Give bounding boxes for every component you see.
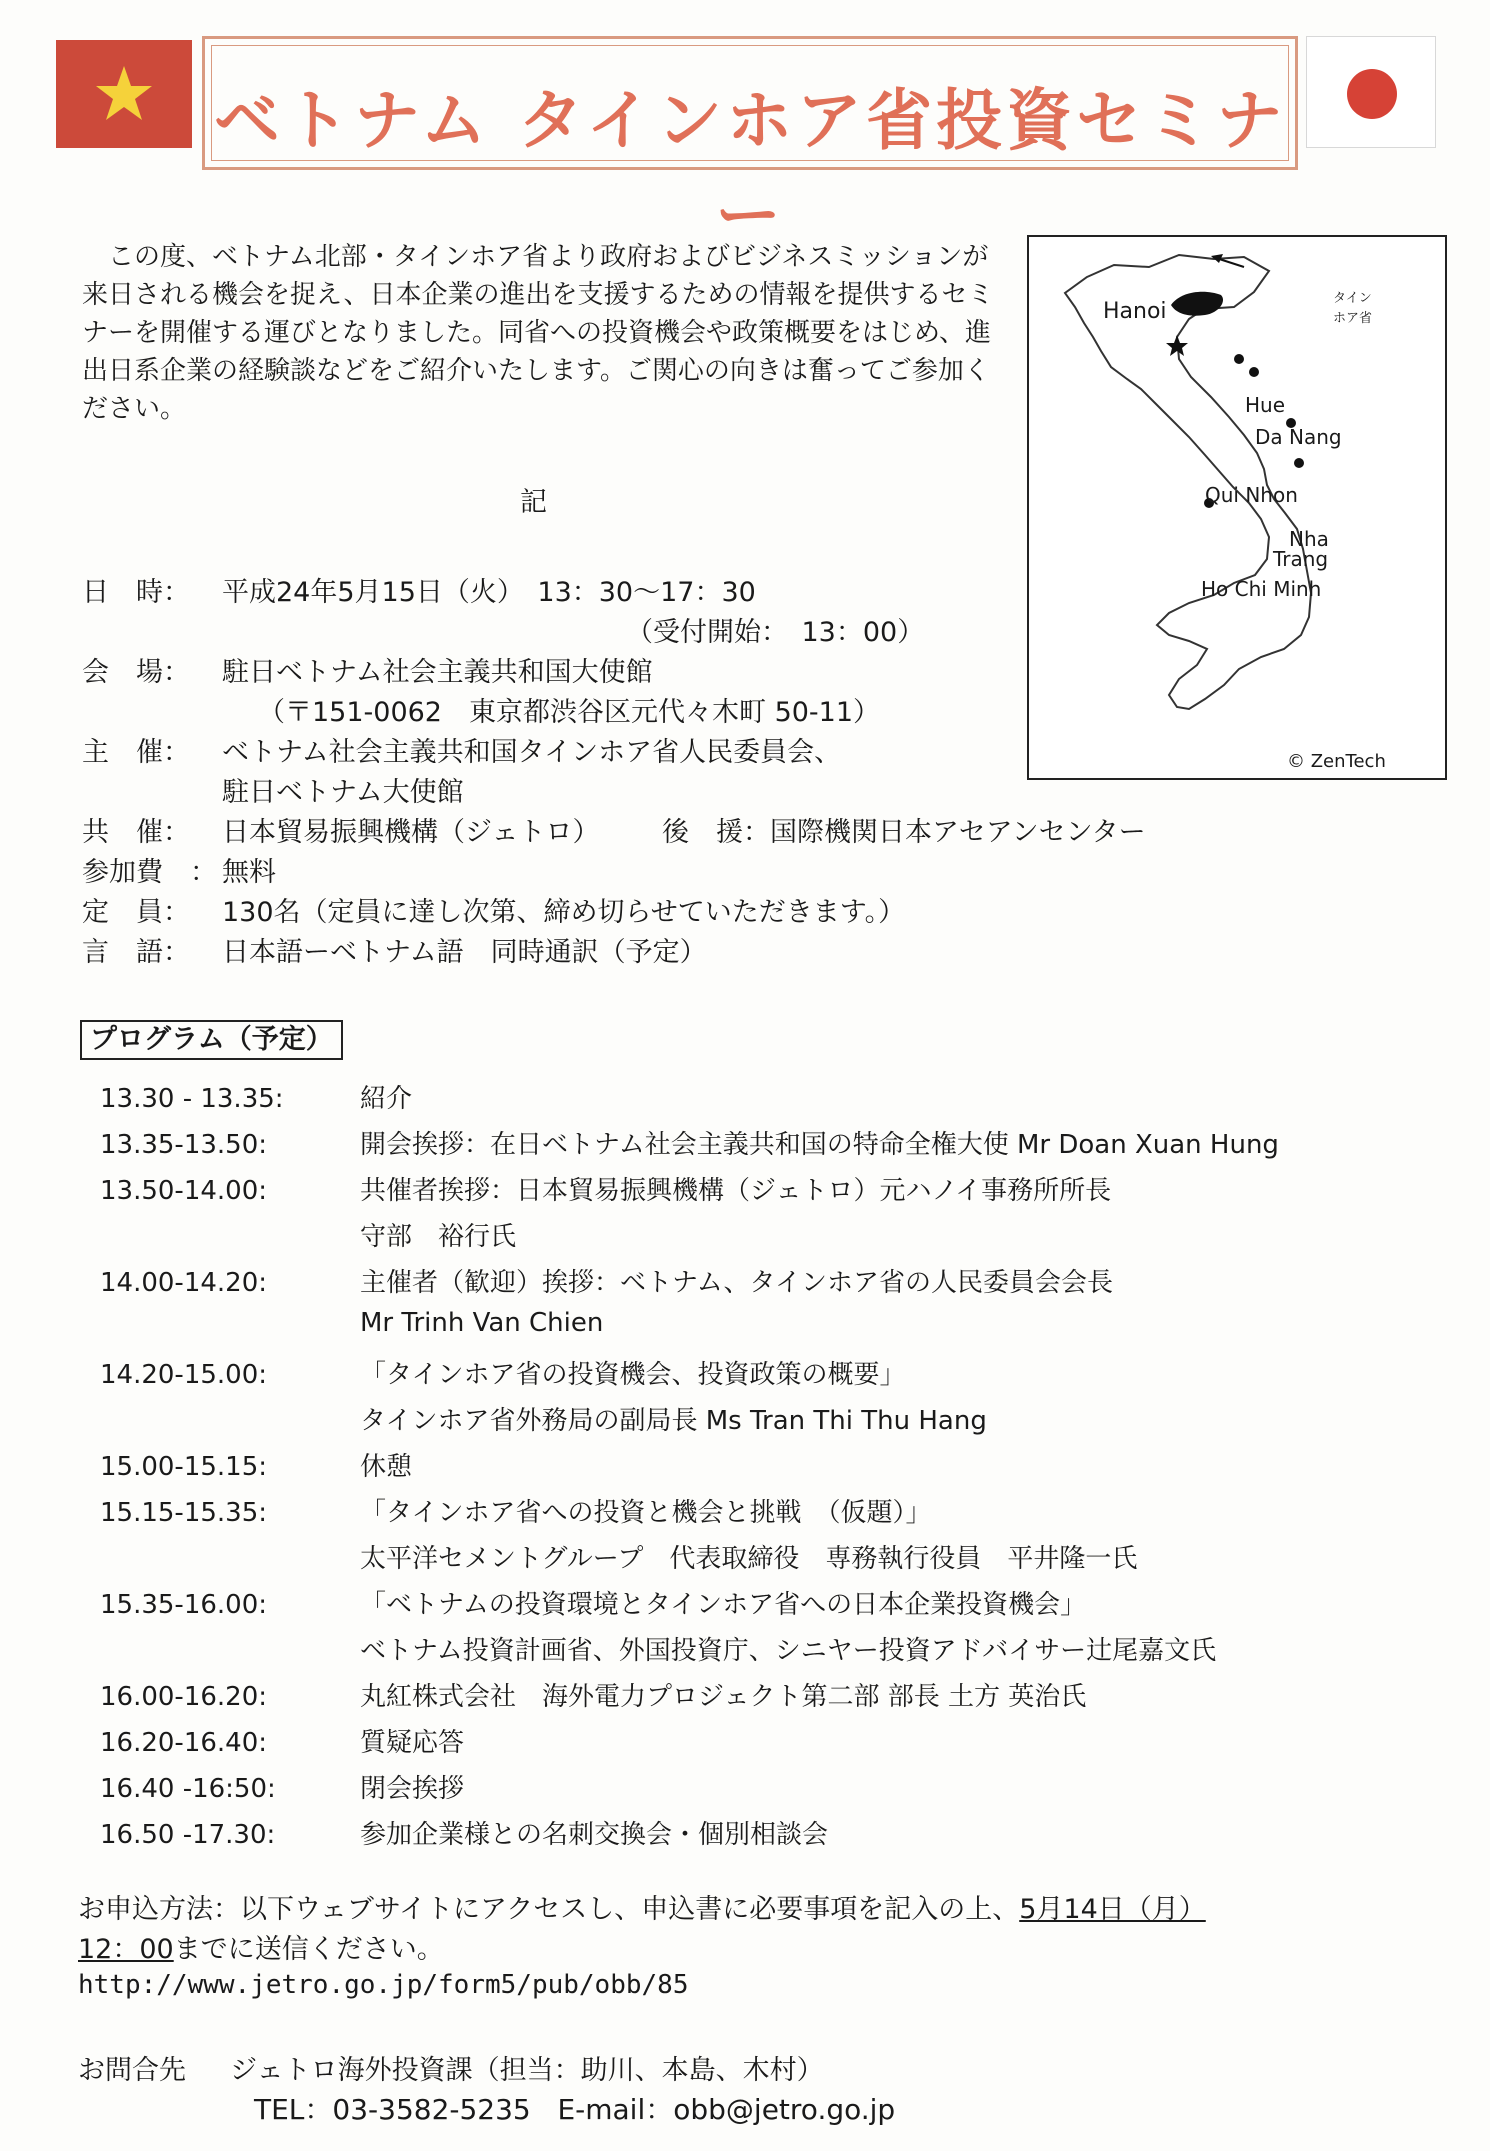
program-time: 16.50 -17.30: (100, 1820, 276, 1850)
program-text: 「タインホア省の投資機会、投資政策の概要」 (360, 1360, 906, 1390)
program-time: 14.00-14.20: (100, 1268, 268, 1298)
program-row (100, 1170, 1111, 1207)
program-row (100, 1262, 1113, 1299)
program-row (100, 1814, 828, 1851)
date-row (82, 570, 756, 609)
program-text-2: 守部 裕行氏 (360, 1222, 517, 1252)
apply-tail: までに送信ください。 (173, 1934, 444, 1965)
apply-text: お申込方法：以下ウェブサイトにアクセスし、申込書に必要事項を記入の上、 (78, 1894, 1020, 1925)
map-label-hanoi: Hanoi (1103, 299, 1167, 324)
program-text: 紹介 (360, 1084, 413, 1114)
cohost-value: 日本貿易振興機構（ジェトロ） (222, 817, 600, 848)
program-row (100, 1584, 1086, 1621)
program-time: 13.35-13.50: (100, 1130, 268, 1160)
program-text: 休憩 (360, 1452, 413, 1482)
map-label-danang: Da Nang (1255, 425, 1342, 449)
japan-flag (1306, 36, 1436, 148)
vietnam-flag (56, 40, 192, 148)
language-row (82, 930, 707, 969)
fee-label: 参加費 ： (82, 857, 217, 888)
program-text: 質疑応答 (360, 1728, 465, 1758)
map-outline (1029, 237, 1445, 778)
thanhhoa-region (1171, 292, 1223, 316)
venue-address: （〒151-0062 東京都渋谷区元代々木町 50-11） (258, 697, 881, 728)
cohost-label: 共 催： (82, 817, 190, 848)
map-label-nhatrang-2: Trang (1273, 547, 1329, 571)
sun-disc-icon (1347, 69, 1397, 119)
fee-value: 無料 (222, 857, 276, 888)
program-time: 14.20-15.00: (100, 1360, 268, 1390)
program-row (100, 1354, 905, 1391)
program-time: 13.50-14.00: (100, 1176, 268, 1206)
language-label: 言 語： (82, 937, 190, 968)
program-time: 16.20-16.40: (100, 1728, 268, 1758)
ki-heading: 記 (520, 487, 547, 518)
map-label-nhatrang-1: Nha (1289, 527, 1329, 551)
contact-details (254, 2088, 895, 2128)
host-value: ベトナム社会主義共和国タインホア省人民委員会、 (222, 737, 842, 768)
map-label-thanhhoa-2: ホア省 (1333, 311, 1373, 326)
map-label-hue: Hue (1245, 393, 1286, 417)
host-label: 主 催： (82, 737, 190, 768)
apply-deadline-date: 5月14日（月） (1019, 1894, 1206, 1925)
program-row (100, 1676, 1086, 1713)
program-text: 参加企業様との名刺交換会・個別相談会 (360, 1820, 829, 1850)
cohost-row (82, 810, 599, 849)
page-title: ベトナム タインホア省投資セミナー (213, 82, 1287, 254)
support-label: 後 援： (662, 817, 770, 848)
contact-email[interactable]: E-mail：obb@jetro.go.jp (557, 2093, 896, 2126)
fee-row (82, 850, 276, 889)
map-label-quinhon: Qui Nhon (1205, 483, 1298, 507)
program-time: 16.40 -16:50: (100, 1774, 276, 1804)
support-value: 国際機関日本アセアンセンター (770, 817, 1146, 848)
capacity-value: 130名（定員に達し次第、締め切らせていただきます。） (222, 897, 906, 928)
program-text: 主催者（歓迎）挨拶：ベトナム、タインホア省の人民委員会会長 (360, 1268, 1113, 1298)
program-row (100, 1446, 412, 1483)
program-text: 丸紅株式会社 海外電力プロジェクト第二部 部長 土方 英治氏 (360, 1682, 1087, 1712)
map-label-hochiminh: Ho Chi Minh (1201, 577, 1322, 601)
apply-instructions (78, 1890, 1206, 1970)
program-text: 共催者挨拶：日本貿易振興機構（ジェトロ）元ハノイ事務所所長 (360, 1176, 1112, 1206)
program-row (100, 1078, 412, 1115)
program-text-2: 太平洋セメントグループ 代表取締役 専務執行役員 平井隆一氏 (360, 1544, 1138, 1574)
program-time: 16.00-16.20: (100, 1682, 268, 1712)
hanoi-star-icon (1166, 335, 1188, 356)
date-label: 日 時： (82, 577, 190, 608)
venue-label: 会 場： (82, 657, 190, 688)
program-text: 「タインホア省への投資と機会と挑戦 （仮題）」 (360, 1498, 932, 1528)
program-text-2: タインホア省外務局の副局長 Ms Tran Thi Thu Hang (360, 1406, 987, 1436)
program-text: 閉会挨拶 (360, 1774, 465, 1804)
intro-paragraph: この度、ベトナム北部・タインホア省より政府およびビジネスミッションが来日される機会を捉え、日本企業の進出を支援するための情報を提供するセミナーを開催する運びとなりました。同省への投資機会や政策概要をはじめ、進出日系企業の経験談などをご紹介いたします。ご関心の向きは奮ってご参加ください。 (82, 242, 994, 424)
language-value: 日本語ーベトナム語 同時通訳（予定） (222, 937, 707, 968)
apply-deadline-time: 12：00 (78, 1934, 174, 1965)
program-time: 15.35-16.00: (100, 1590, 268, 1620)
contact-tel: TEL：03-3582-5235 (254, 2093, 531, 2126)
contact-label: お問合先 (78, 2055, 213, 2086)
vietnam-map (1027, 235, 1447, 780)
program-row (100, 1722, 464, 1759)
map-label-thanhhoa-1: タイン (1333, 291, 1372, 306)
map-credit: © ZenTech (1287, 751, 1386, 772)
date-value: 平成24年5月15日（火） 13：30〜17：30 (222, 577, 756, 608)
host-row (82, 730, 841, 769)
program-row (100, 1124, 1279, 1161)
program-text: 開会挨拶：在日ベトナム社会主義共和国の特命全権大使 Mr Doan Xuan Hung (360, 1130, 1279, 1160)
program-text-2: Mr Trinh Van Chien (360, 1308, 604, 1338)
reception-time: （受付開始： 13：00） (626, 617, 925, 648)
venue-value: 駐日ベトナム社会主義共和国大使館 (222, 657, 653, 688)
venue-row (82, 650, 653, 689)
contact-row (78, 2048, 824, 2087)
capacity-label: 定 員： (82, 897, 190, 928)
title-banner (202, 36, 1298, 254)
program-time: 15.15-15.35: (100, 1498, 268, 1528)
application-url[interactable]: http://www.jetro.go.jp/form5/pub/obb/85 (78, 1970, 689, 2000)
star-icon (94, 64, 154, 122)
program-row (100, 1492, 931, 1529)
program-time: 13.30 - 13.35: (100, 1084, 284, 1114)
program-row (100, 1768, 464, 1805)
capacity-row (82, 890, 905, 929)
program-text-2: ベトナム投資計画省、外国投資庁、シニヤー投資アドバイサー辻尾嘉文氏 (360, 1636, 1217, 1666)
support-row (662, 810, 1146, 849)
program-text: 「ベトナムの投資環境とタインホア省への日本企業投資機会」 (360, 1590, 1087, 1620)
host-value-2: 駐日ベトナム大使館 (222, 777, 464, 808)
contact-value: ジェトロ海外投資課（担当：助川、本島、木村） (230, 2055, 824, 2086)
program-time: 15.00-15.15: (100, 1452, 268, 1482)
program-heading: プログラム（予定） (80, 1020, 343, 1060)
